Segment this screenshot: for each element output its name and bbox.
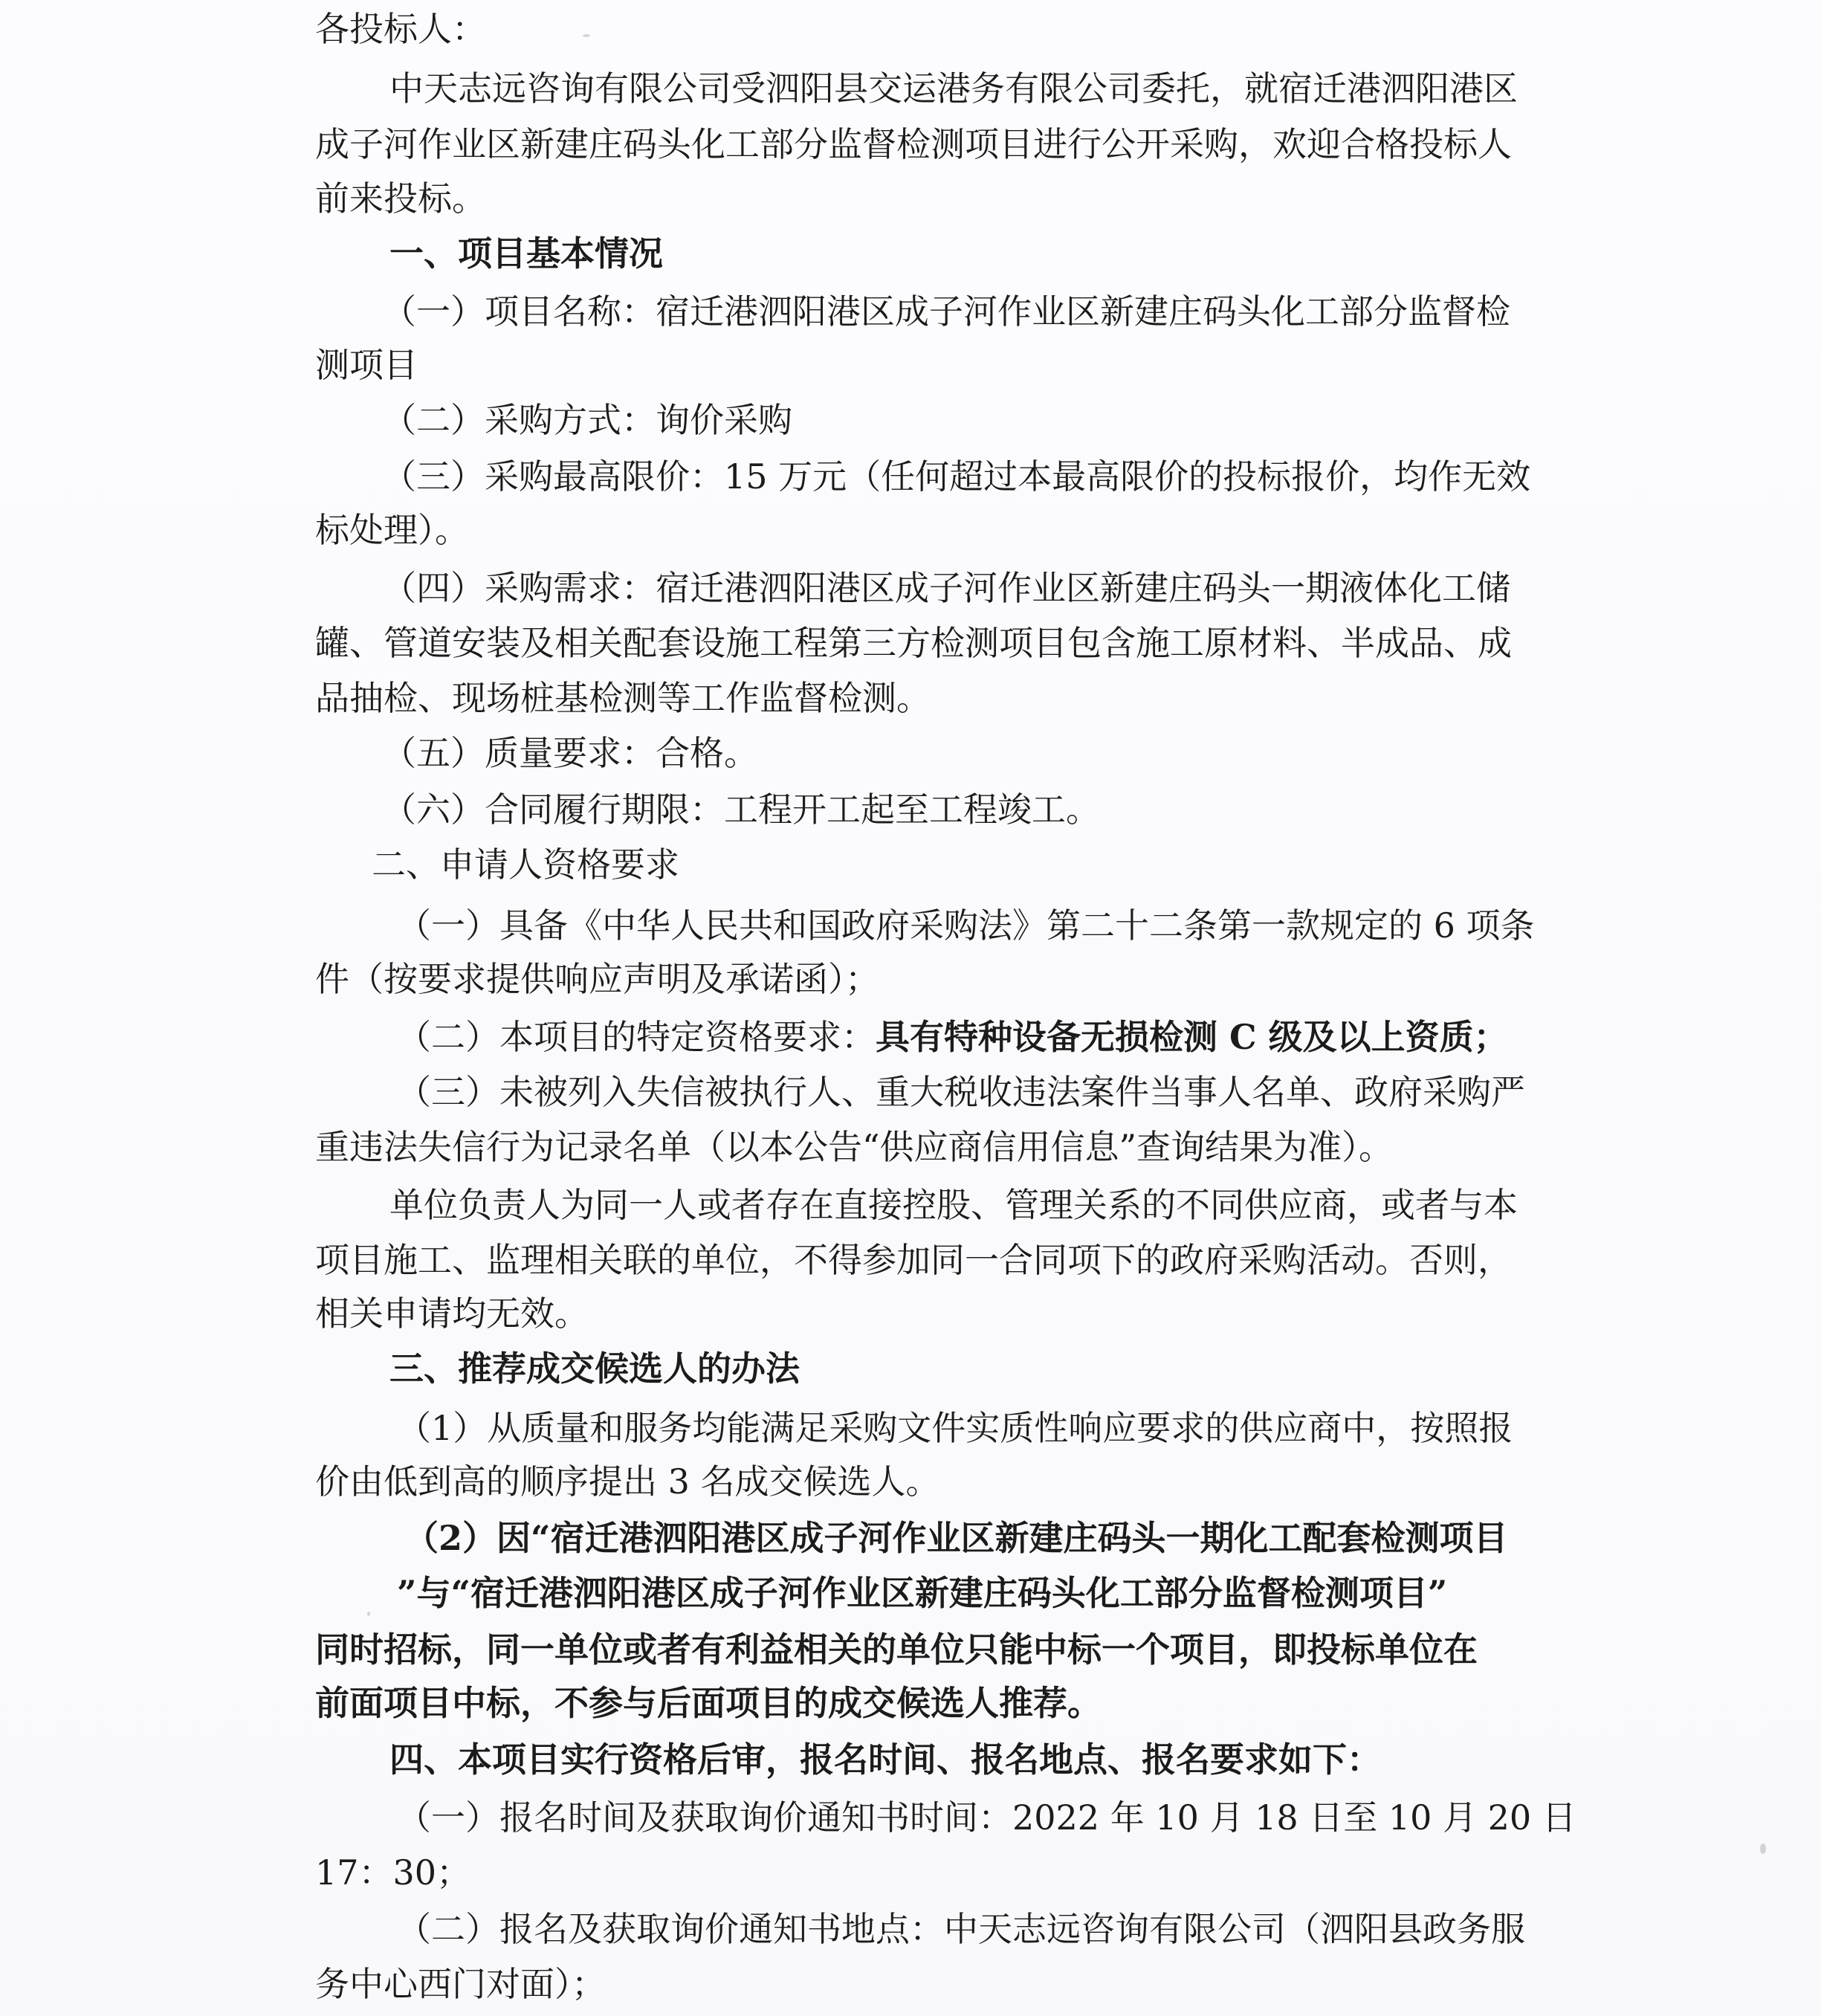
intro-line-3: 前来投标。: [315, 178, 486, 219]
section-2-heading: 二、申请人资格要求: [372, 844, 679, 885]
section-3-heading: 三、推荐成交候选人的办法: [389, 1348, 800, 1389]
item-3-2-line-4: 前面项目中标，不参与后面项目的成交候选人推荐。: [315, 1683, 1102, 1723]
item-3-2-line-3: 同时招标，同一单位或者有利益相关的单位只能中标一个项目，即投标单位在: [315, 1629, 1478, 1670]
item-3-2-line-1: （2）因“宿迁港泗阳港区成子河作业区新建庄码头一期化工配套检测项目: [404, 1518, 1508, 1558]
salutation: 各投标人：: [315, 9, 486, 49]
item-1-4-line-3: 品抽检、现场桩基检测等工作监督检测。: [315, 678, 931, 718]
item-2-2: [397, 1015, 1508, 1059]
item-1-3-line-1: （三）采购最高限价：15 万元（任何超过本最高限价的投标报价，均作无效: [382, 456, 1531, 497]
item-1-2: （二）采购方式：询价采购: [382, 400, 792, 440]
scan-speck: [1760, 1844, 1766, 1854]
item-3-2-line-2: ”与“宿迁港泗阳港区成子河作业区新建庄码头化工部分监督检测项目”: [397, 1573, 1448, 1613]
item-3-1-line-1: （1）从质量和服务均能满足采购文件实质性响应要求的供应商中，按照报: [397, 1408, 1513, 1448]
item-3-1-line-2: 价由低到高的顺序提出 3 名成交候选人。: [315, 1461, 940, 1502]
scan-speck: [367, 1612, 370, 1616]
item-2-3-line-2: 重违法失信行为记录名单（以本公告“供应商信用信息”查询结果为准）。: [315, 1127, 1394, 1167]
intro-line-2: 成子河作业区新建庄码头化工部分监督检测项目进行公开采购，欢迎合格投标人: [315, 124, 1512, 164]
scan-speck: [583, 34, 590, 37]
item-1-4-line-1: （四）采购需求：宿迁港泗阳港区成子河作业区新建庄码头一期液体化工储: [382, 568, 1510, 608]
item-1-3-line-2: 标处理）。: [315, 510, 469, 550]
paragraph-restriction-line-3: 相关申请均无效。: [315, 1293, 589, 1334]
item-2-2-label: （二）本项目的特定资格要求：: [397, 1017, 876, 1057]
item-1-5: （五）质量要求：合格。: [382, 733, 758, 773]
item-1-1-line-2: 测项目: [315, 345, 418, 385]
item-2-3-line-1: （三）未被列入失信被执行人、重大税收违法案件当事人名单、政府采购严: [397, 1072, 1525, 1112]
item-2-1-line-2: 件（按要求提供响应声明及承诺函）；: [315, 959, 879, 999]
section-1-heading: 一、项目基本情况: [389, 233, 663, 274]
item-2-2-requirement: 具有特种设备无损检测 C 级及以上资质；: [876, 1017, 1508, 1057]
item-4-1-line-1: （一）报名时间及获取询价通知书时间：2022 年 10 月 18 日至 10 月 20 日: [397, 1797, 1576, 1838]
paragraph-restriction-line-1: 单位负责人为同一人或者存在直接控股、管理关系的不同供应商，或者与本: [389, 1185, 1518, 1225]
intro-line-1: 中天志远咨询有限公司受泗阳县交运港务有限公司委托，就宿迁港泗阳港区: [389, 68, 1518, 109]
item-1-4-line-2: 罐、管道安装及相关配套设施工程第三方检测项目包含施工原材料、半成品、成: [315, 623, 1512, 663]
item-4-2-line-2: 务中心西门对面）；: [315, 1964, 606, 2004]
item-4-1-line-2: 17：30；: [315, 1852, 471, 1893]
item-4-2-line-1: （二）报名及获取询价通知书地点：中天志远咨询有限公司（泗阳县政务服: [397, 1909, 1525, 1949]
item-2-1-line-1: （一）具备《中华人民共和国政府采购法》第二十二条第一款规定的 6 项条: [397, 905, 1535, 946]
item-1-1-line-1: （一）项目名称：宿迁港泗阳港区成子河作业区新建庄码头化工部分监督检: [382, 291, 1510, 332]
item-1-6: （六）合同履行期限：工程开工起至工程竣工。: [382, 789, 1100, 830]
section-4-heading: 四、本项目实行资格后审，报名时间、报名地点、报名要求如下：: [389, 1739, 1381, 1780]
paragraph-restriction-line-2: 项目施工、监理相关联的单位，不得参加同一合同项下的政府采购活动。否则，: [315, 1240, 1512, 1280]
